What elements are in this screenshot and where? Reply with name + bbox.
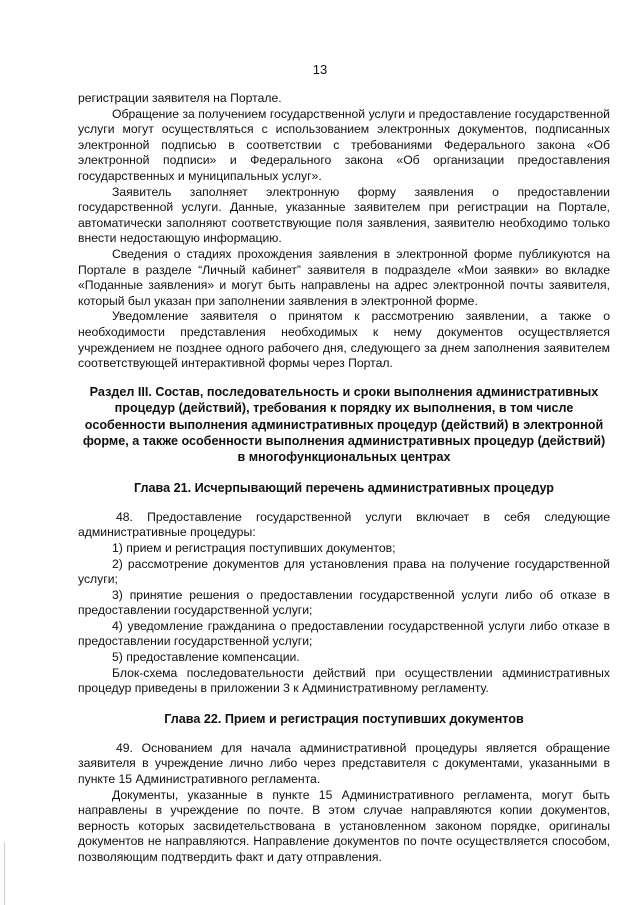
intro-paragraph-0: регистрации заявителя на Портале. [78,91,282,105]
chapter-21-item-5: 5) предоставление компенсации. [112,650,300,665]
intro-paragraph-1: Обращение за получением государственной услуги и предоставление государственной услуги могут осуществляться с использованием электронных документов, подписанных электронной подписью в соответствии с требованиями Федерального закона «Об электронной подписи» и Федерального закона «Об организации предоставления государственных и муниципальных услуг». [78,106,610,183]
scan-edge-line [4,842,5,905]
intro-paragraph-3: Сведения о стадиях прохождения заявления в электронной форме публикуются на Портале в разделе “Личный кабинет” заявителя в подразделе «Мои заявки» во вкладке «Поданные заявления» и могут быть направлены на адрес электронной почты заявителя, который был указан при заполнении заявления в электронной форме. [78,246,610,308]
page-content [78,91,610,866]
chapter-22-title: Глава 22. Прием и регистрация поступивших документов [164,711,524,726]
chapter-21-item-2: 2) рассмотрение документов для установления права на получение государственной услуги; [78,556,610,587]
chapter-21-item-4: 4) уведомление гражданина о предоставлении государственной услуги либо отказе в предоставлении государственной услуги; [78,618,610,649]
section-heading: Раздел III. Состав, последовательность и сроки выполнения административных процедур (действий), требования к порядку их выполнения, в том числе особенности выполнения административных процедур (действий) в электронной форме, а также особенности выполнения административных процедур (действий) в многофункциональных центрах [82,384,606,465]
chapter-21-title: Глава 21. Исчерпывающий перечень административных процедур [133,480,554,495]
page-number: 13 [312,62,328,77]
chapter-22-paragraph-1: Документы, указанные в пункте 15 Административного регламента, могут быть направлены в учреждение по почте. В этом случае направляются копии документов, верность которых засвидетельствована в установленном законом порядке, оригиналы документов не направляются. Направление документов по почте осуществляется способом, позволяющим подтвердить факт и дату отправления. [78,787,610,864]
chapter-22-paragraph-0: 49. Основанием для начала административной процедуры является обращение заявителя в учреждение лично либо через представителя с документами, указанными в пункте 15 Административного регламента. [78,740,610,787]
intro-paragraph-2: Заявитель заполняет электронную форму заявления о предоставлении государственной услуги. Данные, указанные заявителем при регистрации на Портале, автоматически заполняют соответствующие поля заявления, заявителю необходимо только внести недостающую информацию. [78,184,610,246]
chapter-21-paragraph-0: 48. Предоставление государственной услуги включает в себя следующие административные процедуры: [78,509,610,540]
chapter-21-paragraph-6: Блок-схема последовательности действий при осуществлении административных процедур приведены в приложении 3 к Административному регламенту. [78,665,610,696]
chapter-21-item-3: 3) принятие решения о предоставлении государственной услуги либо об отказе в предоставлении государственной услуги; [78,587,610,618]
intro-paragraph-4: Уведомление заявителя о принятом к рассмотрению заявлении, а также о необходимости представления необходимых к нему документов осуществляется учреждением не позднее одного рабочего дня, следующего за днем заполнения заявителем соответствующей интерактивной формы через Портал. [78,309,610,371]
chapter-21-item-1: 1) прием и регистрация поступивших документов; [112,540,396,555]
